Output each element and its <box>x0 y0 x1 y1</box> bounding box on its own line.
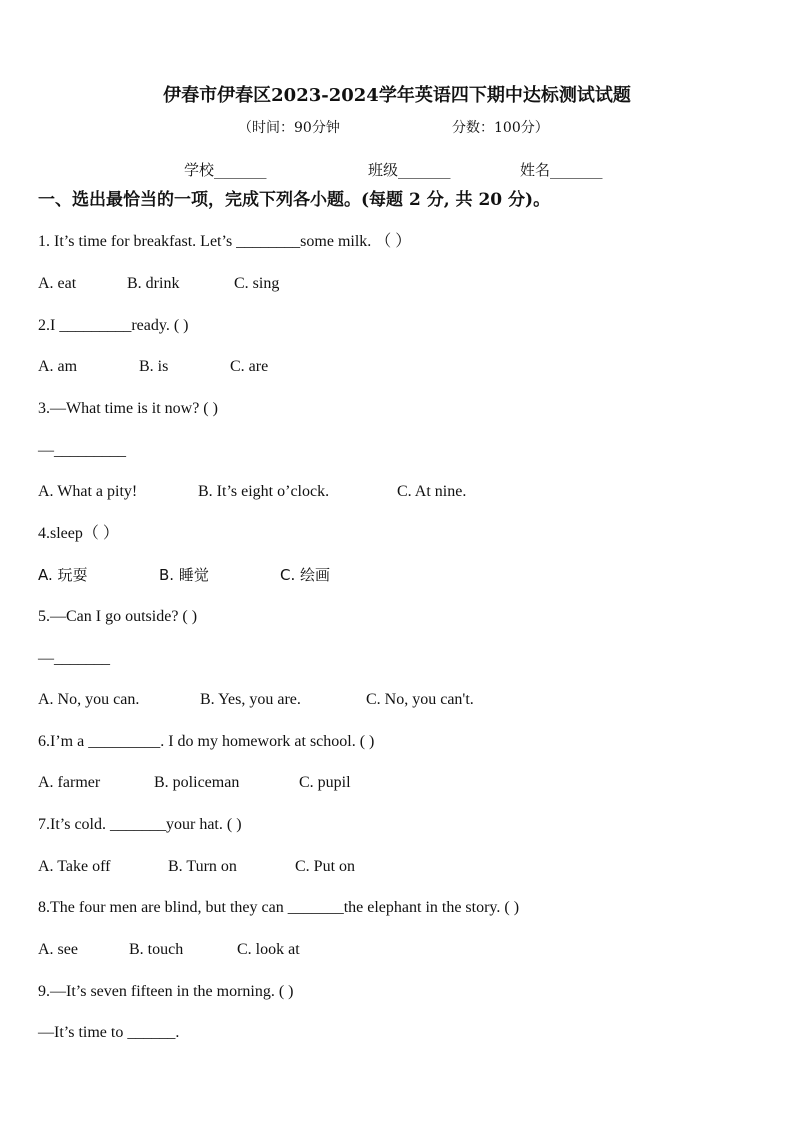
q8-option-a: A. see <box>38 941 78 958</box>
q4-option-b: B. 睡觉 <box>159 566 209 584</box>
q3-option-c: C. At nine. <box>397 483 467 500</box>
question-7: 7.It’s cold. _______your hat. ( ) <box>38 816 242 833</box>
q5-option-c: C. No, you can't. <box>366 691 474 708</box>
q6-option-c: C. pupil <box>299 774 351 791</box>
q7-option-b: B. Turn on <box>168 858 237 875</box>
question-8: 8.The four men are blind, but they can _______the elephant in the story. ( ) <box>38 899 520 916</box>
q5-option-a: A. No, you can. <box>38 691 140 708</box>
page-title: 伊春市伊春区2023-2024学年英语四下期中达标测试试题 <box>163 85 631 106</box>
q5-answer-line: —_______ <box>38 650 110 667</box>
class-field: 班级_______ <box>368 161 451 179</box>
section-heading: 一、选出最恰当的一项，完成下列各小题。(每题 2 分, 共 20 分)。 <box>38 190 551 210</box>
q3-option-b: B. It’s eight o’clock. <box>198 483 330 500</box>
q6-option-a: A. farmer <box>38 774 101 791</box>
q1-option-a: A. eat <box>38 275 77 292</box>
question-6: 6.I’m a _________. I do my homework at school. ( ) <box>38 733 375 750</box>
question-2: 2.I _________ready. ( ) <box>38 317 189 334</box>
school-field: 学校_______ <box>184 161 267 179</box>
q2-option-c: C. are <box>230 358 269 375</box>
q1-option-c: C. sing <box>234 275 280 292</box>
question-3: 3.—What time is it now? ( ) <box>38 400 218 417</box>
q5-option-b: B. Yes, you are. <box>200 691 301 708</box>
exam-score: 分数：100分） <box>452 120 549 136</box>
q8-option-c: C. look at <box>237 941 300 958</box>
q3-answer-line: —_________ <box>38 442 126 459</box>
q1-option-b: B. drink <box>127 275 180 292</box>
q7-option-c: C. Put on <box>295 858 356 875</box>
q3-option-a: A. What a pity! <box>38 483 138 500</box>
question-5: 5.—Can I go outside? ( ) <box>38 608 198 625</box>
q7-option-a: A. Take off <box>38 858 111 875</box>
q4-option-c: C. 绘画 <box>280 566 331 584</box>
q6-option-b: B. policeman <box>154 774 240 791</box>
q2-option-a: A. am <box>38 358 78 375</box>
q8-option-b: B. touch <box>129 941 184 958</box>
question-1: 1. It’s time for breakfast. Let’s ________some milk. （ ） <box>38 233 412 250</box>
q2-option-b: B. is <box>139 358 169 375</box>
name-field: 姓名_______ <box>520 161 603 179</box>
q4-option-a: A. 玩耍 <box>38 566 88 584</box>
exam-time: （时间：90分钟 <box>238 120 340 136</box>
question-4: 4.sleep（ ） <box>38 525 119 542</box>
q9-answer-line: —It’s time to ______. <box>38 1024 180 1041</box>
question-9: 9.—It’s seven fifteen in the morning. ( ) <box>38 983 294 1000</box>
